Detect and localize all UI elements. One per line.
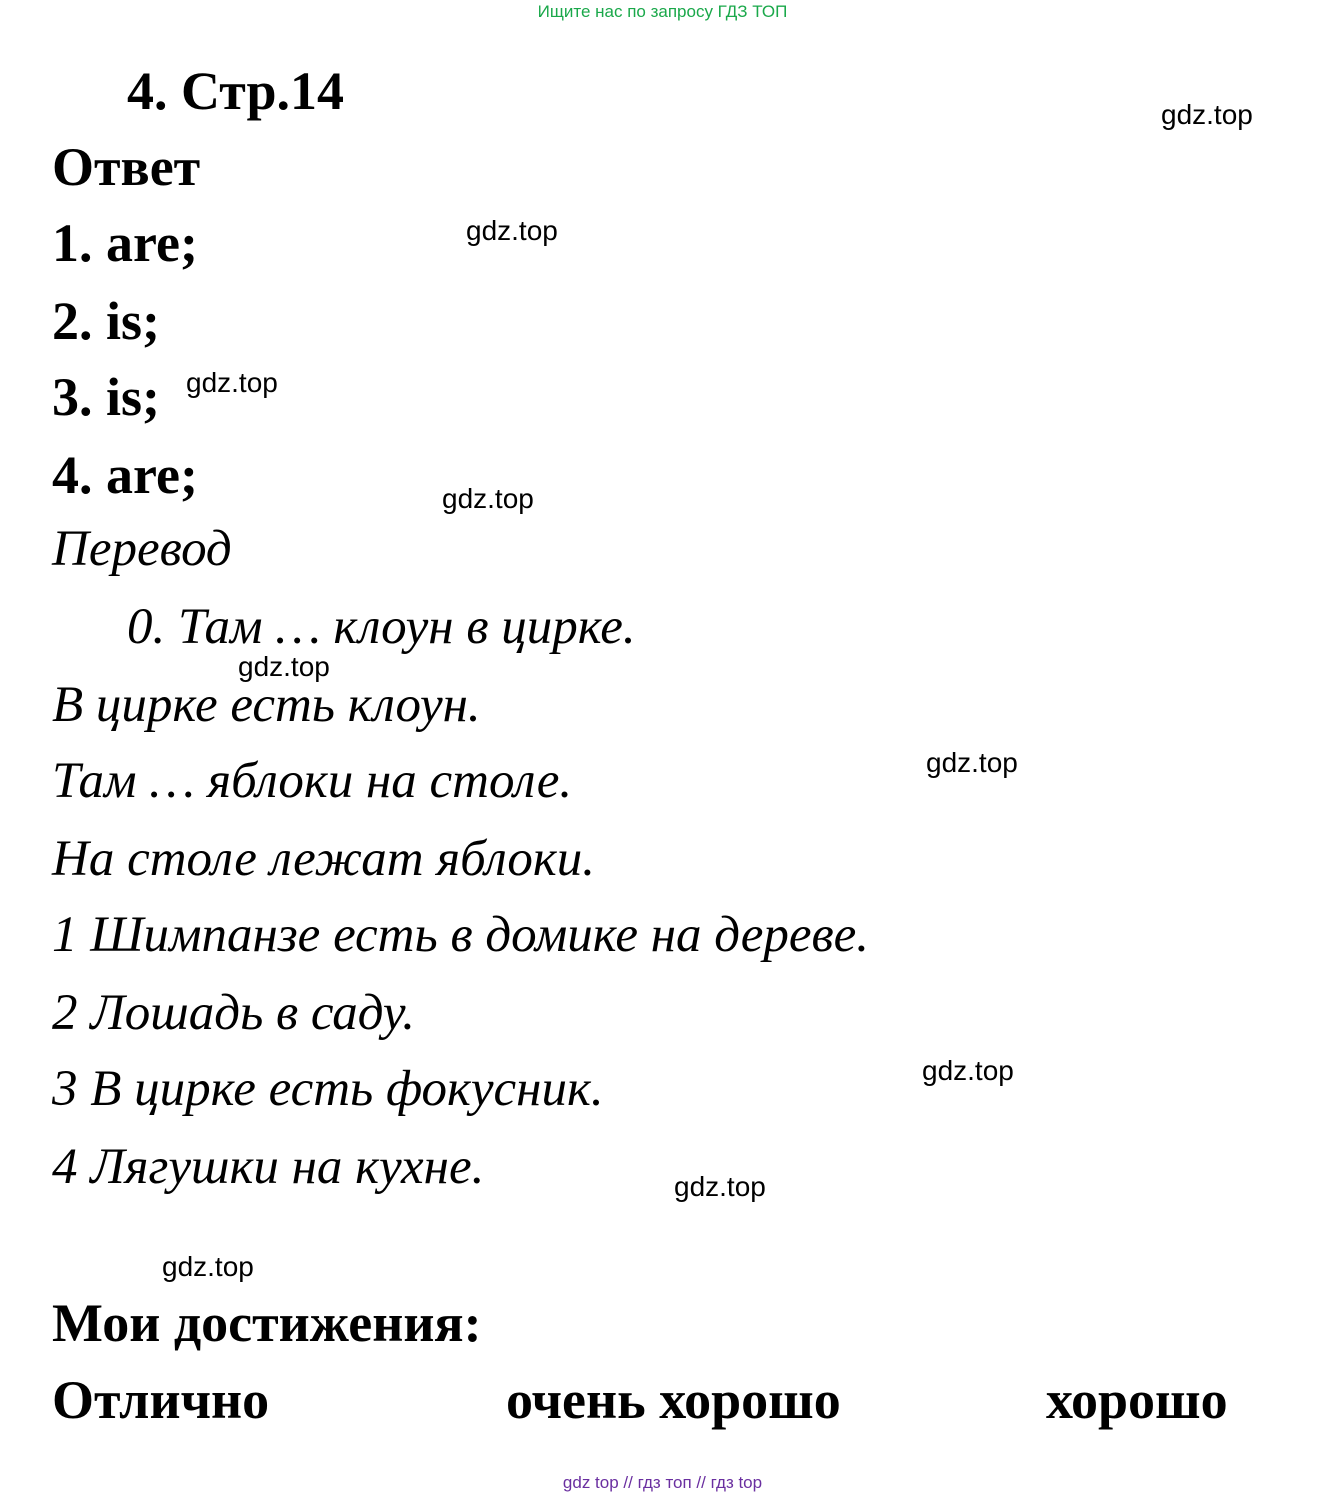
translation-line: 2 Лошадь в саду. — [52, 985, 416, 1041]
watermark-text: gdz.top — [674, 1171, 766, 1202]
translation-line: 1 Шимпанзе есть в домике на дереве. — [52, 907, 869, 963]
translation-line: 4 Лягушки на кухне. — [52, 1139, 485, 1195]
translation-line: На столе лежат яблоки. — [52, 831, 595, 887]
translation-line: 3 В цирке есть фокусник. — [52, 1061, 604, 1117]
watermark-text: gdz.top — [926, 747, 1018, 778]
watermark-text: gdz.top — [1161, 99, 1253, 130]
search-hint: Ищите нас по запросу ГДЗ ТОП — [537, 2, 788, 21]
footer-watermark: gdz top // гдз топ // гдз top — [562, 1473, 763, 1492]
rating-excellent: Отлично — [52, 1370, 270, 1430]
answer-1: 1. are; — [52, 213, 198, 273]
achievements-heading: Мои достижения: — [52, 1293, 482, 1353]
watermark-text: gdz.top — [466, 215, 558, 246]
watermark-text: gdz.top — [922, 1055, 1014, 1086]
rating-good: хорошо — [1046, 1370, 1228, 1430]
rating-very-good: очень хорошо — [506, 1370, 841, 1430]
answer-2: 2. is; — [52, 291, 160, 351]
watermark-text: gdz.top — [186, 367, 278, 398]
answer-3: 3. is; — [52, 367, 160, 427]
watermark-text: gdz.top — [238, 651, 330, 682]
page-title: 4. Стр.14 — [127, 61, 345, 121]
translation-line-example: 0. Там … клоун в цирке. — [127, 599, 636, 655]
translation-line: Там … яблоки на столе. — [52, 753, 573, 809]
answer-4: 4. are; — [52, 445, 198, 505]
translation-line: В цирке есть клоун. — [52, 677, 481, 733]
answer-heading: Ответ — [52, 137, 201, 197]
watermark-text: gdz.top — [162, 1251, 254, 1282]
watermark-text: gdz.top — [442, 483, 534, 514]
translation-heading: Перевод — [52, 521, 232, 577]
